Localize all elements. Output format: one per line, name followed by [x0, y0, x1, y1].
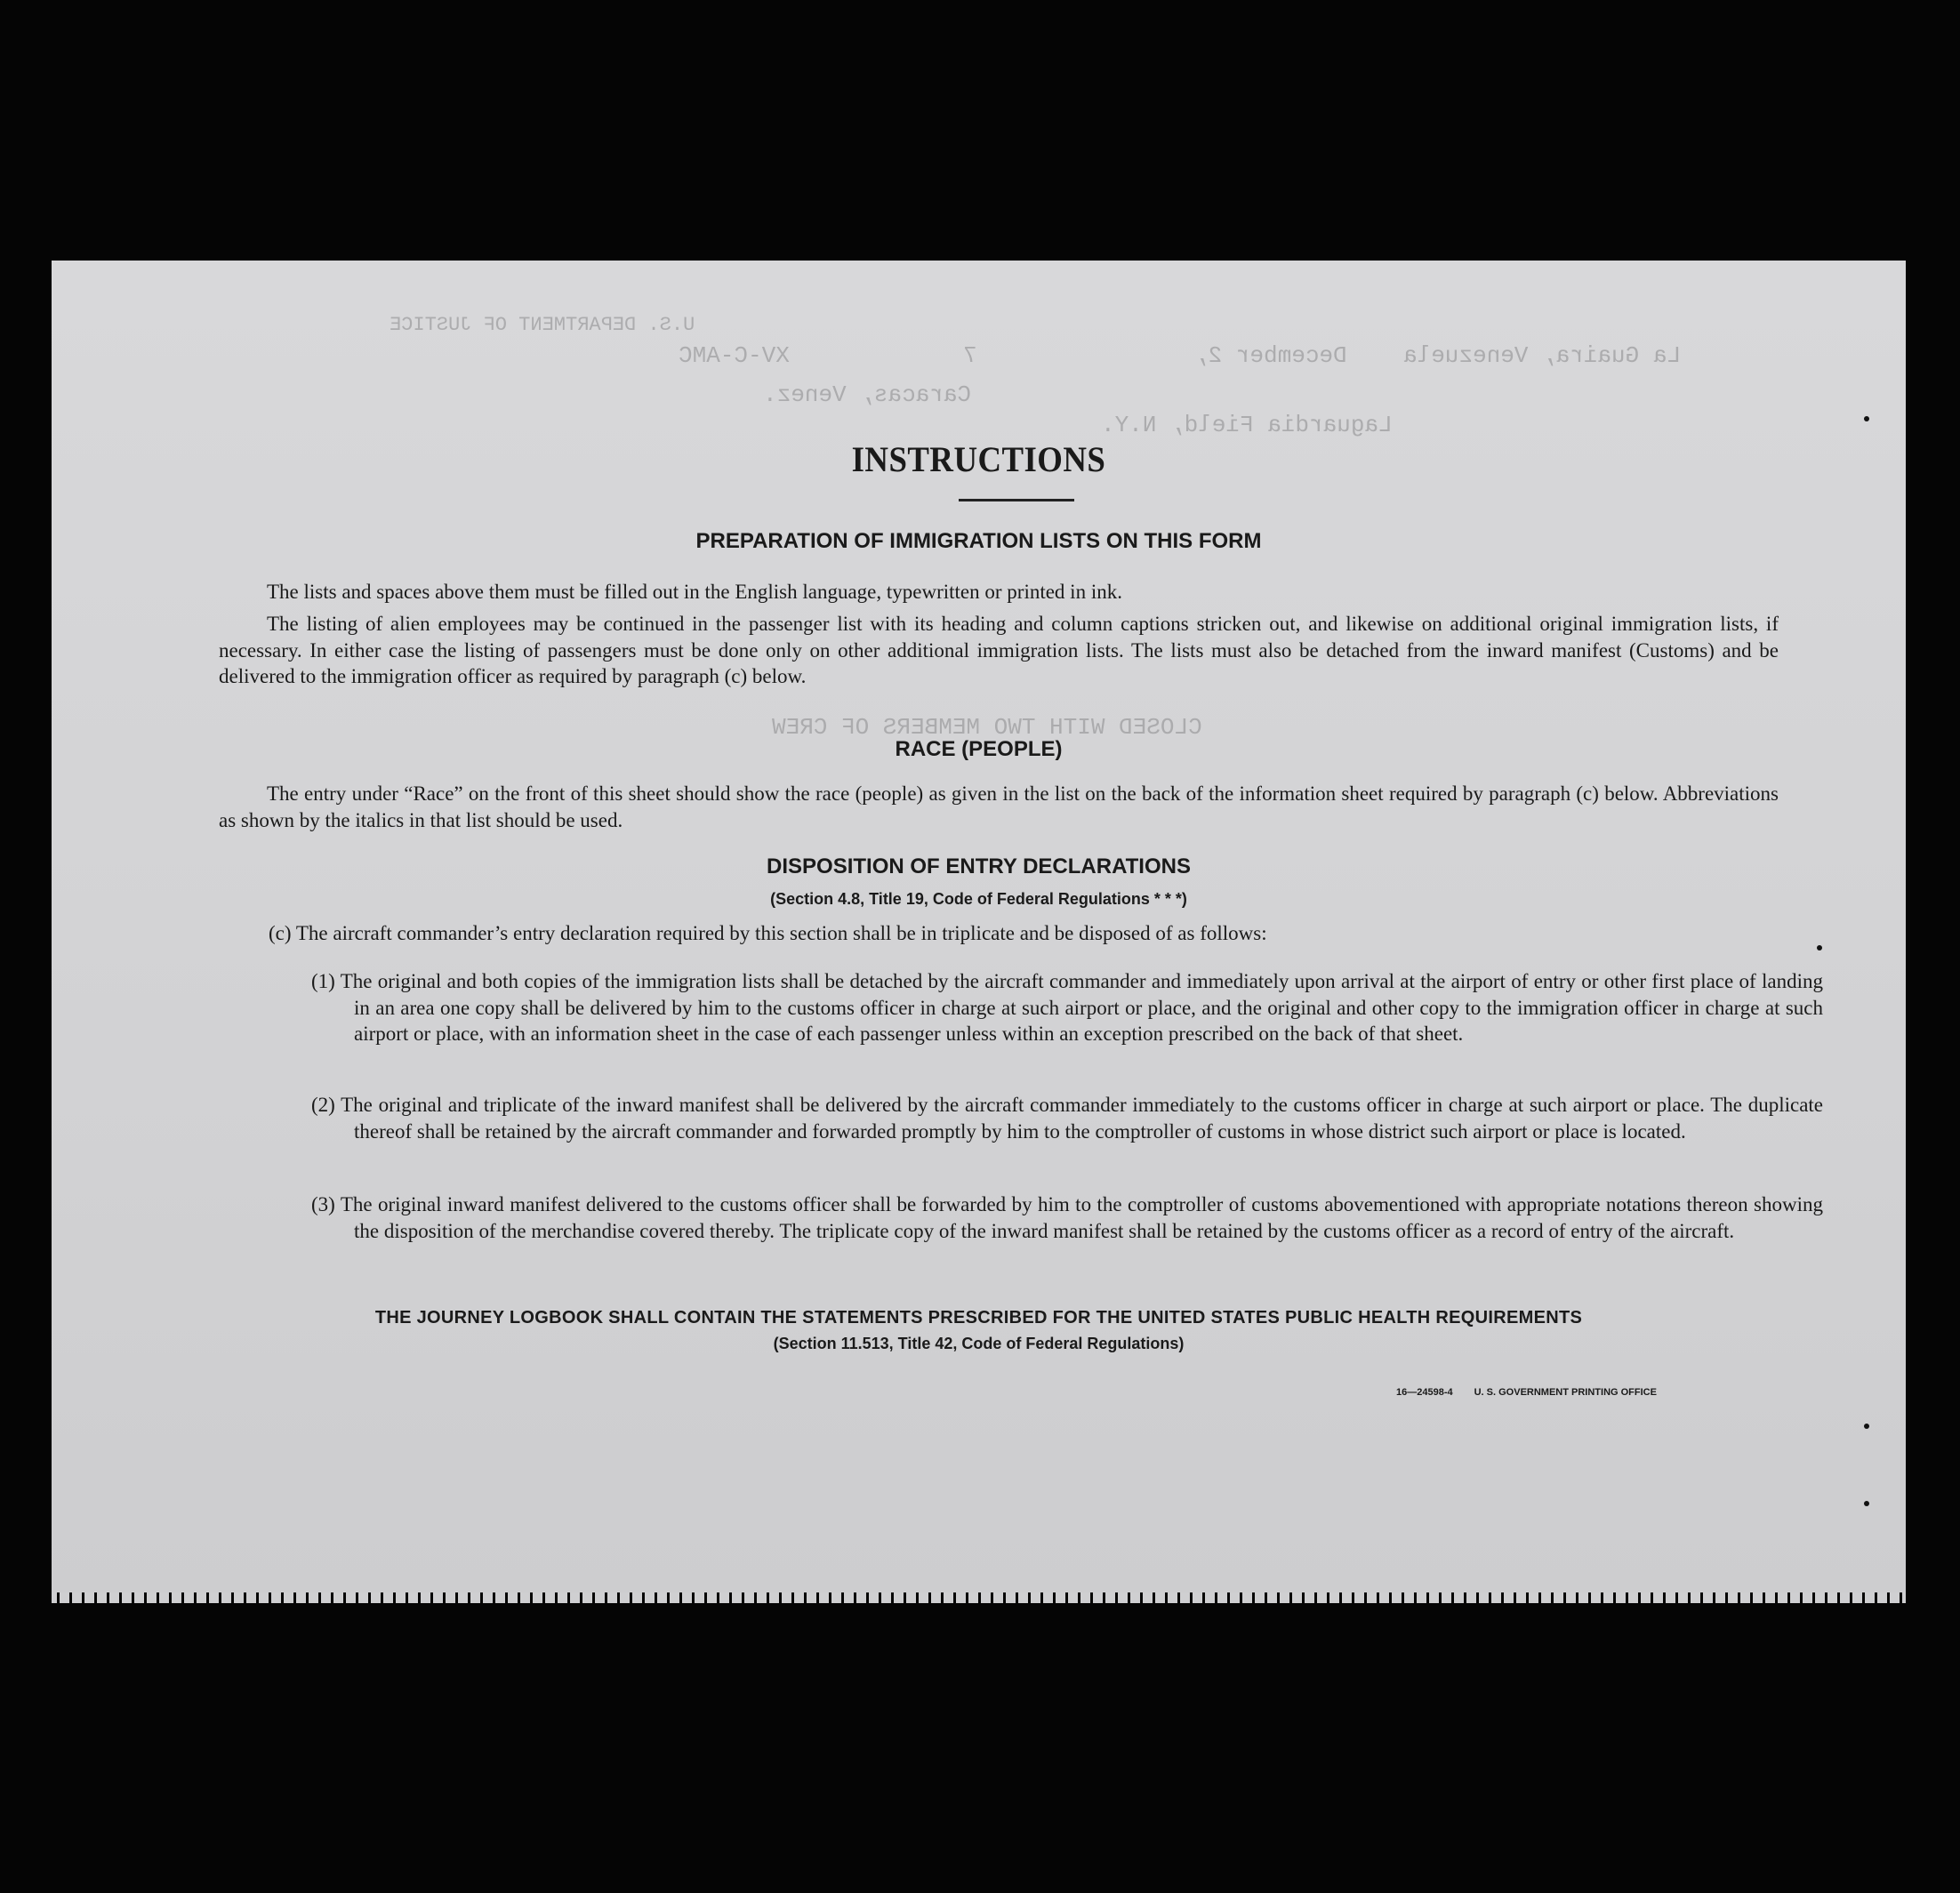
section-heading-preparation: PREPARATION OF IMMIGRATION LISTS ON THIS FORM: [695, 529, 1262, 553]
speck: [1864, 1424, 1869, 1429]
printer-imprint: [1396, 1387, 1657, 1398]
page-title: INSTRUCTIONS: [851, 439, 1106, 479]
paragraph-race: The entry under “Race” on the front of this sheet should show the race (people) as given in the list on the back of the information sheet required by paragraph (c) below. Abbreviations as shown by the italics in that list should be used.: [219, 782, 1779, 831]
section-heading-disposition: DISPOSITION OF ENTRY DECLARATIONS: [767, 854, 1191, 878]
bleed-through-text: CLOSED WITH TWO MEMBERS OF CREW: [772, 714, 1202, 741]
list-item: (2) The original and triplicate of the inward manifest shall be delivered by the aircraft commander immediately to the customs officer in charge at such airport or place. The duplicate thereof shall be retained by the aircraft commander and forwarded promptly by him to the comptroller of customs in whose district such airport or place is located.: [311, 1094, 1823, 1143]
speck: [1817, 945, 1822, 951]
section-citation: (Section 4.8, Title 19, Code of Federal Regulations * * *): [770, 890, 1187, 908]
bleed-through-text: XV-C-AMC: [679, 342, 790, 369]
title-underline: [959, 499, 1074, 501]
speck: [1864, 1501, 1869, 1506]
paragraph-alien-employees: The listing of alien employees may be continued in the passenger list with its heading and column captions stricken out, and likewise on additional original immigration lists, if necessary. In either case the listing of passengers must be done only on other additional immigration lists. The lists must also be detached from the inward manifest (Customs) and be delivered to the immigration officer as required by paragraph (c) below.: [219, 613, 1779, 687]
bleed-through-text: Laguardia Field, N.Y.: [1101, 412, 1393, 438]
printing-office: U. S. GOVERNMENT PRINTING OFFICE: [1474, 1387, 1657, 1398]
section-heading-logbook: THE JOURNEY LOGBOOK SHALL CONTAIN THE STATEMENTS PRESCRIBED FOR THE UNITED STATES PUBLIC HEALTH REQUIREMENTS: [374, 1308, 1583, 1328]
document-sheet: [52, 261, 1906, 1596]
list-item: (1) The original and both copies of the immigration lists shall be detached by the aircraft commander and immediately upon arrival at the airport of entry or other first place of landing in an area one copy shall be delivered by him to the customs officer in charge at such airport or place, and the original and other copy to the immigration officer in charge at such airport or place, with an information sheet in the case of each passenger unless within an exception prescribed on the back of that sheet.: [311, 970, 1823, 1045]
paragraph-language: The lists and spaces above them must be filled out in the English language, typewritten or printed in ink.: [267, 581, 1122, 603]
section-heading-race: RACE (PEOPLE): [895, 737, 1063, 761]
list-item: (3) The original inward manifest delivered to the customs officer shall be forwarded by him to the comptroller of customs abovementioned with appropriate notations thereon showing the disposition of the merchandise covered thereby. The triplicate copy of the inward manifest shall be retained by the customs officer as a record of entry of the aircraft.: [311, 1193, 1823, 1242]
bleed-through-text: Caracas, Venez.: [763, 381, 972, 408]
section-citation: (Section 11.513, Title 42, Code of Federal Regulations): [773, 1335, 1185, 1352]
speck: [1864, 416, 1869, 421]
bleed-through-text: U.S. DEPARTMENT OF JUSTICE: [390, 314, 695, 336]
paragraph-c-intro: (c) The aircraft commander’s entry declaration required by this section shall be in triplicate and be disposed of as follows:: [269, 922, 1267, 944]
bleed-through-text: December 2,: [1194, 342, 1347, 369]
bleed-through-text: La Guaira, Venezuela: [1403, 342, 1682, 369]
form-code: 16—24598-4: [1396, 1387, 1453, 1398]
bleed-through-text: 7: [963, 342, 977, 369]
